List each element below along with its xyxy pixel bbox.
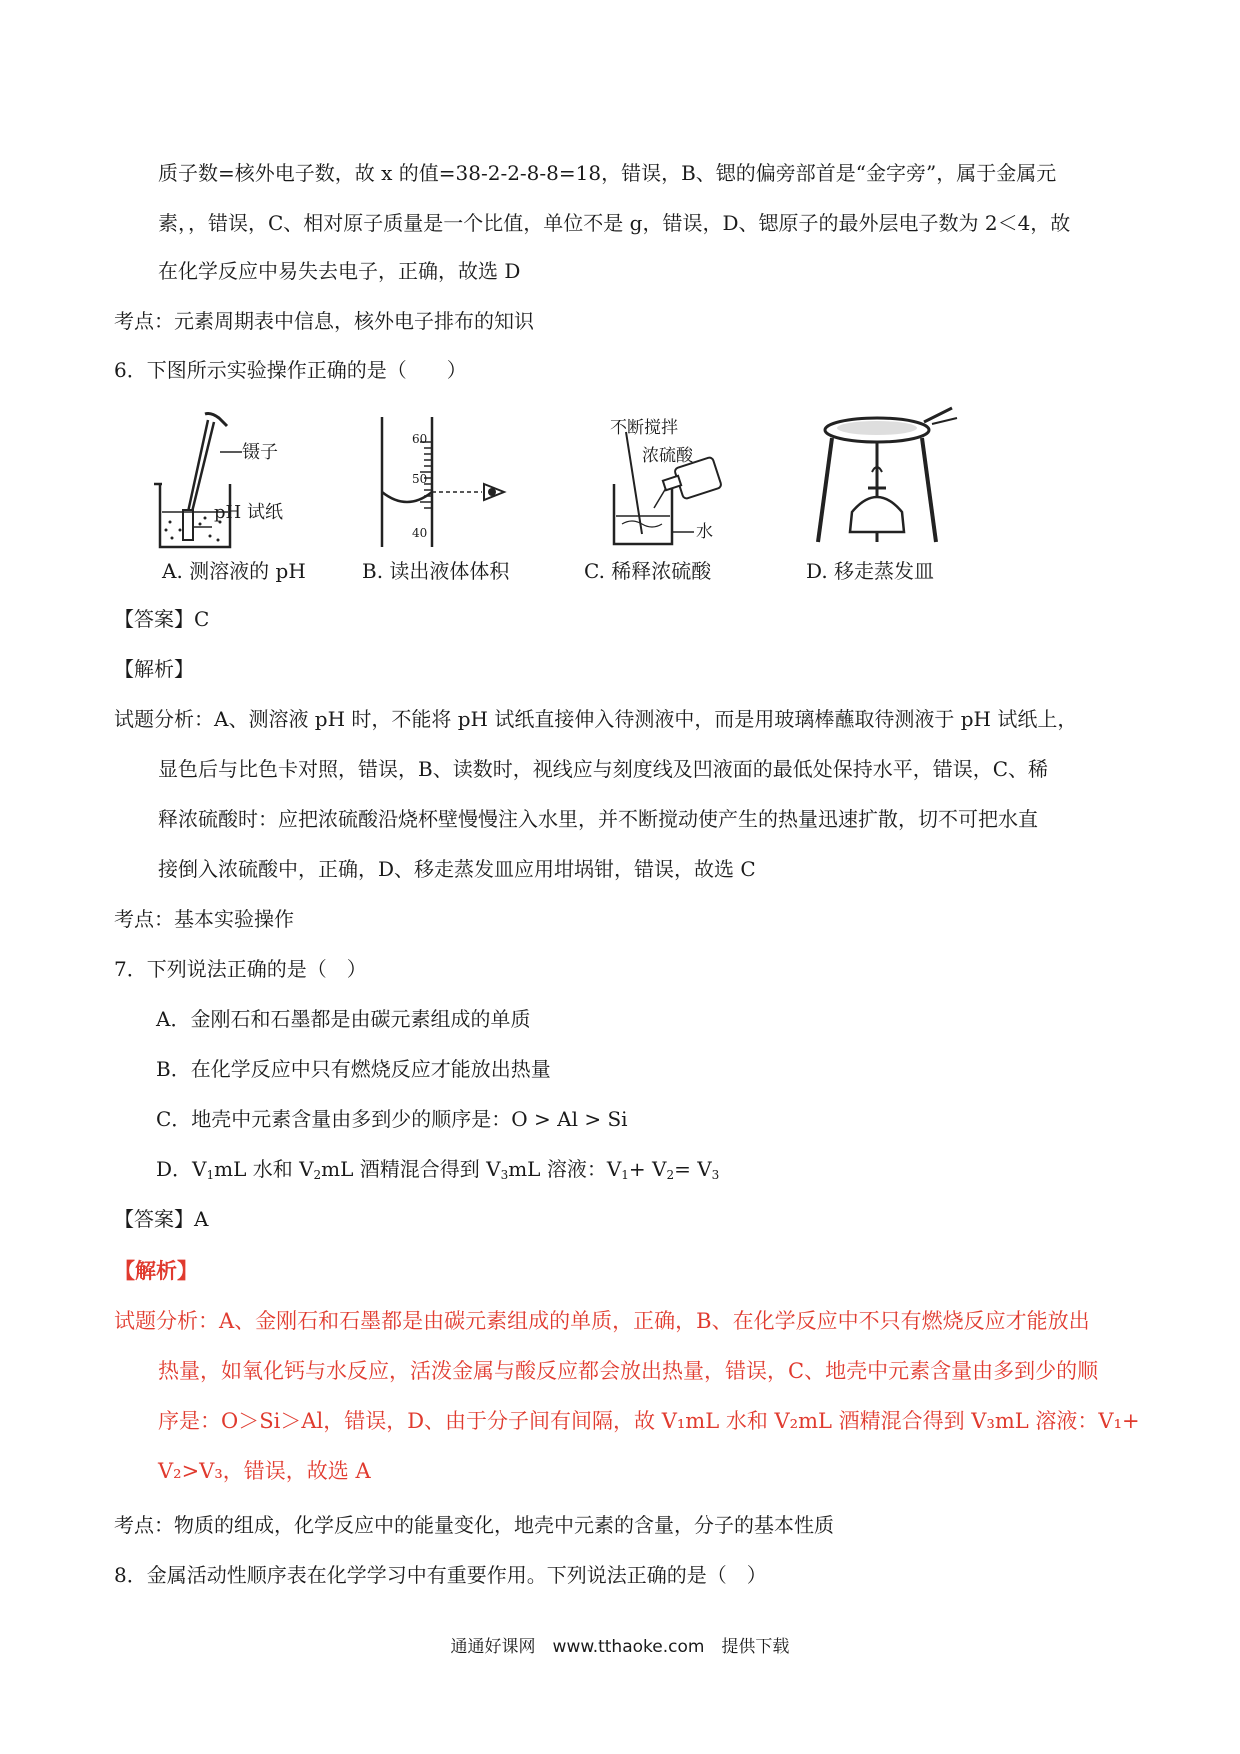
q7-analysis-head: 【解析】 bbox=[114, 1258, 198, 1283]
q6-analysis-line: 显色后与比色卡对照，错误，B、读数时，视线应与刻度线及凹液面的最低处保持水平，错误，C、稀 bbox=[158, 757, 1048, 781]
q6-analysis-line: 接倒入浓硫酸中，正确，D、移走蒸发皿应用坩埚钳，错误，故选 C bbox=[158, 857, 756, 881]
q7-option-b: B．在化学反应中只有燃烧反应才能放出热量 bbox=[156, 1057, 551, 1081]
q6-answer: 【答案】C bbox=[114, 607, 210, 631]
q7-kaodian: 考点：物质的组成，化学反应中的能量变化，地壳中元素的含量，分子的基本性质 bbox=[114, 1513, 834, 1537]
q7-option-d: D．$V_1mL$ 水和 $V_2mL$ 酒精混合得到 $V_3mL$ 溶液：$V_1+ V_2= V_3$ bbox=[156, 1157, 720, 1182]
caption-c: C. 稀释浓硫酸 bbox=[584, 559, 712, 583]
figure-b-graduated-cylinder bbox=[372, 412, 522, 552]
tick-50: 50 bbox=[412, 472, 428, 486]
prev-analysis-line: 素，，错误，C、相对原子质量是一个比值，单位不是 g，错误，D、锶原子的最外层电子数为 2＜4，故 bbox=[158, 211, 1071, 235]
prev-analysis-line: 质子数=核外电子数，故 x 的值=38-2-2-8-8=18，错误，B、锶的偏旁部首是“金字旁”，属于金属元 bbox=[158, 161, 1057, 185]
q6-analysis-line: 试题分析：A、测溶液 pH 时，不能将 pH 试纸直接伸入待测液中，而是用玻璃棒蘸取待测液于 pH 试纸上， bbox=[114, 707, 1078, 731]
figure-d-evaporating-dish bbox=[812, 402, 962, 552]
q7-option-a: A．金刚石和石墨都是由碳元素组成的单质 bbox=[156, 1007, 531, 1031]
q7-analysis-line: 试题分析：A、金刚石和石墨都是由碳元素组成的单质，正确，B、在化学反应中不只有燃烧反应才能放出 bbox=[114, 1309, 1090, 1333]
caption-b: B. 读出液体体积 bbox=[362, 559, 510, 583]
q6-kaodian: 考点：基本实验操作 bbox=[114, 907, 294, 931]
caption-d: D. 移走蒸发皿 bbox=[806, 559, 935, 583]
q7-analysis-line: 热量，如氧化钙与水反应，活泼金属与酸反应都会放出热量，错误，C、地壳中元素含量由多到少的顺 bbox=[158, 1359, 1099, 1383]
q7-option-c: C．地壳中元素含量由多到少的顺序是：O > Al > Si bbox=[156, 1107, 628, 1131]
q8-stem: 8．金属活动性顺序表在化学学习中有重要作用。下列说法正确的是（ ） bbox=[114, 1563, 767, 1587]
q6-analysis-head: 【解析】 bbox=[114, 657, 194, 681]
label-tweezers: 镊子 bbox=[242, 442, 278, 463]
label-conc-acid: 浓硫酸 bbox=[642, 446, 693, 466]
tick-40: 40 bbox=[412, 526, 428, 540]
label-ph-paper: pH 试纸 bbox=[214, 502, 283, 523]
figure-a-ph-test bbox=[150, 412, 320, 552]
q6-stem: 6．下图所示实验操作正确的是（ ） bbox=[114, 358, 467, 382]
caption-a: A. 测溶液的 pH bbox=[162, 559, 306, 583]
q7-stem: 7．下列说法正确的是（ ） bbox=[114, 957, 367, 981]
q7-analysis-line: V₂>V₃，错误，故选 A bbox=[158, 1459, 371, 1483]
page-footer: 通通好课网 www.tthaoke.com 提供下载 bbox=[450, 1637, 790, 1657]
q7-analysis-line: 序是：O＞Si＞Al，错误，D、由于分子间有间隔，故 V₁mL 水和 V₂mL 酒精混合得到 V₃mL 溶液：V₁+ bbox=[158, 1409, 1140, 1433]
prev-kaodian: 考点：元素周期表中信息，核外电子排布的知识 bbox=[114, 309, 534, 333]
q6-analysis-line: 释浓硫酸时：应把浓硫酸沿烧杯壁慢慢注入水里，并不断搅动使产生的热量迅速扩散，切不可把水直 bbox=[158, 807, 1038, 831]
label-stir: 不断搅拌 bbox=[610, 418, 678, 438]
prev-analysis-line: 在化学反应中易失去电子，正确，故选 D bbox=[158, 259, 521, 283]
q7-answer: 【答案】A bbox=[114, 1207, 209, 1231]
label-water: 水 bbox=[696, 522, 713, 542]
tick-60: 60 bbox=[412, 432, 428, 446]
